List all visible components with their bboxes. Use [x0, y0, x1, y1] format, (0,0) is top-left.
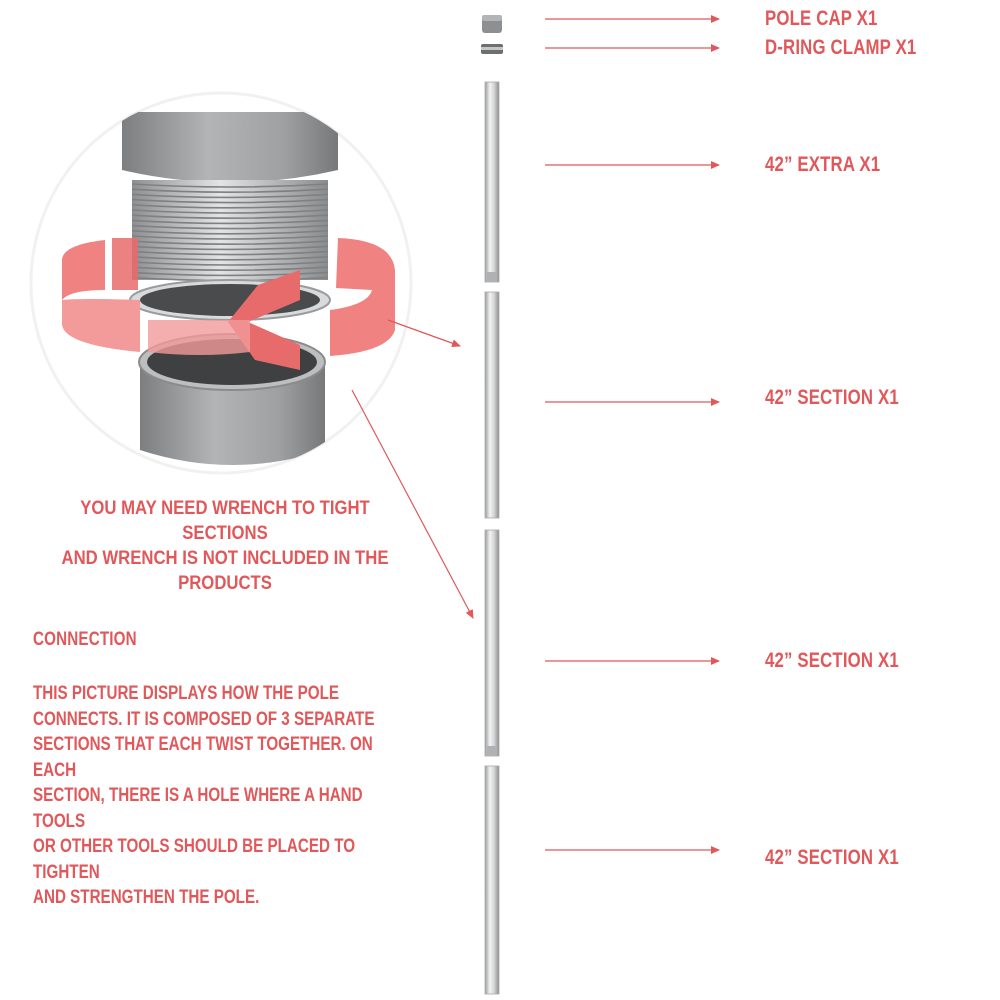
- pole-section-2: [485, 530, 499, 756]
- pole-section-3: [485, 766, 499, 994]
- flagpole: [481, 15, 503, 994]
- wrench-note-line-2: AND WRENCH IS NOT INCLUDED IN THE PRODUCTS: [61, 548, 389, 594]
- label-pole-cap: POLE CAP X1: [765, 7, 878, 30]
- pole-section-1: [485, 292, 499, 518]
- label-section-1: 42” SECTION X1: [765, 386, 899, 409]
- callout-arrows: [352, 19, 719, 850]
- d-ring-clamp: [481, 44, 503, 54]
- label-extra-section: 42” EXTRA X1: [765, 153, 881, 176]
- pole-extra-section: [485, 82, 499, 282]
- label-d-ring-clamp: D-RING CLAMP X1: [765, 36, 917, 59]
- connection-detail-view: [31, 93, 411, 473]
- wrench-note-line-1: YOU MAY NEED WRENCH TO TIGHT SECTIONS: [80, 498, 370, 544]
- connection-description: THIS PICTURE DISPLAYS HOW THE POLE CONNECTS. IT IS COMPOSED OF 3 SEPARATE SECTIONS THAT EACH TWIST TOGETHER. ON EACH SECTION, THERE IS A HOLE WHERE A HAND TOOLS OR OTHER TOOLS SHOULD BE PLACED TO TIGHTEN AND STRENGTHEN THE POLE.: [33, 683, 375, 908]
- thread-detail-icon: [132, 180, 328, 281]
- label-section-3: 42” SECTION X1: [765, 846, 899, 869]
- pole-cap: [482, 15, 502, 33]
- upper-section: [122, 112, 338, 183]
- connection-title: CONNECTION: [33, 629, 137, 650]
- wrench-note: [49, 496, 401, 596]
- label-section-2: 42” SECTION X1: [765, 649, 899, 672]
